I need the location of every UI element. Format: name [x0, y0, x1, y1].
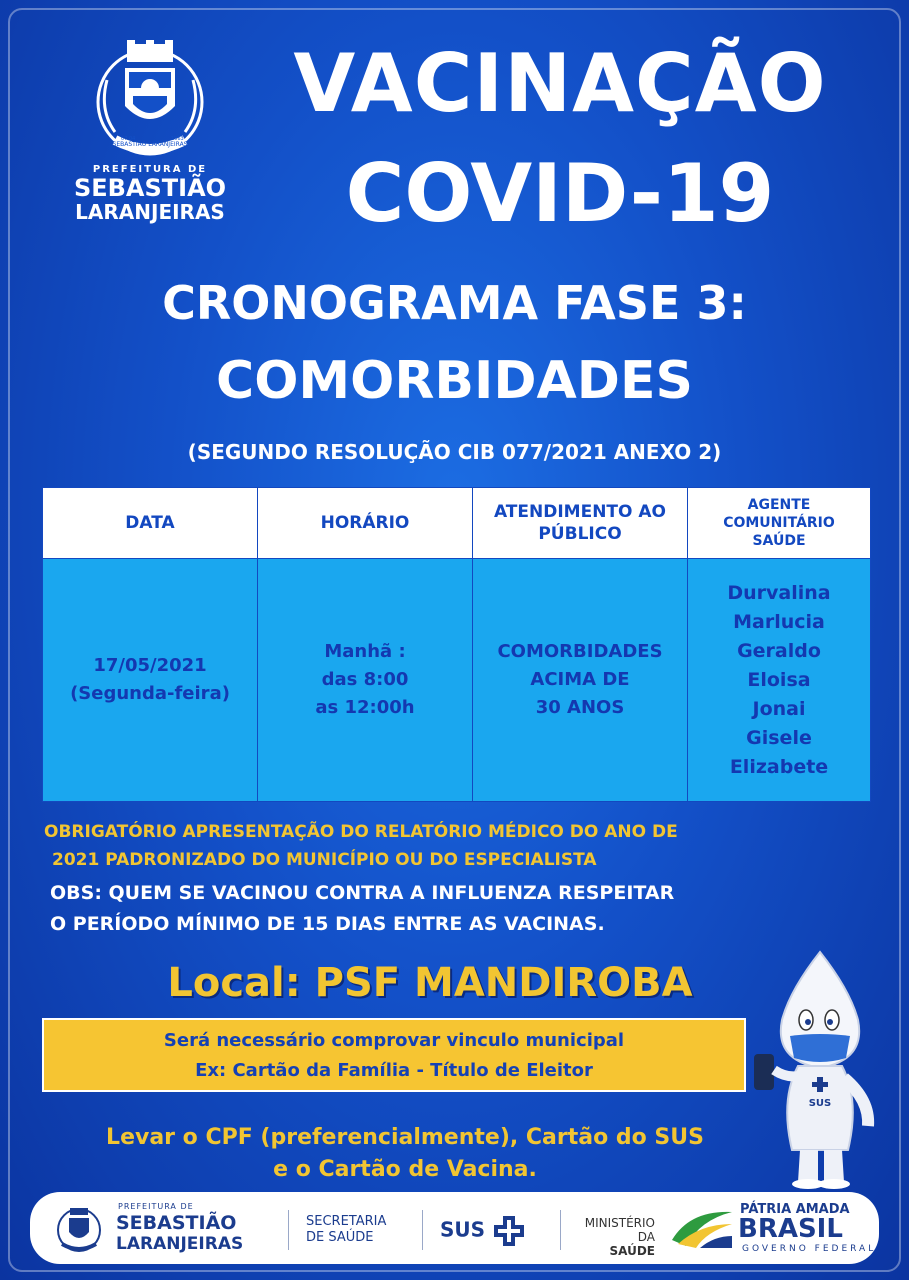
footer-divider	[560, 1210, 561, 1250]
required-line1: OBRIGATÓRIO APRESENTAÇÃO DO RELATÓRIO MÉDICO DO ANO DE	[44, 822, 678, 842]
schedule-table	[42, 487, 871, 802]
footer-prefix: PREFEITURA DE	[118, 1202, 194, 1211]
municipality-logo	[50, 40, 250, 250]
header-public	[473, 488, 688, 559]
date-value: 17/05/2021	[93, 655, 207, 676]
obs-line1: OBS: QUEM SE VACINOU CONTRA A INFLUENZA RESPEITAR	[50, 882, 675, 904]
proof-box	[42, 1018, 746, 1092]
weekday-value: (Segunda-feira)	[70, 683, 230, 704]
sus-cross-icon	[492, 1214, 526, 1248]
logo-city-line2: LARANJEIRAS	[75, 200, 225, 224]
footer-sec-line1: SECRETARIA	[306, 1214, 387, 1229]
public-line1: COMORBIDADES	[497, 641, 663, 662]
header-agent-line1: AGENTE	[747, 497, 811, 513]
seal-text: SEBASTIÃO LARANJEIRAS	[112, 141, 188, 148]
bring-line2: e o Cartão de Vacina.	[273, 1157, 537, 1182]
cell-date	[43, 559, 258, 802]
time-line2: das 8:00	[321, 669, 409, 690]
footer-min-line1: MINISTÉRIO DA	[584, 1216, 655, 1244]
bring-documents	[30, 1122, 780, 1186]
agent-name: Durvalina	[727, 581, 831, 604]
agent-name: Marlucia	[733, 610, 825, 633]
footer-divider	[422, 1210, 423, 1250]
footer-sus-label: SUS	[440, 1217, 486, 1242]
footer-ministerio	[575, 1216, 655, 1258]
title-line1: VACINAÇÃO	[293, 37, 827, 130]
subtitle-resolution: (SEGUNDO RESOLUÇÃO CIB 077/2021 ANEXO 2)	[187, 440, 722, 464]
header-agent-line3: SAÚDE	[752, 533, 806, 549]
proof-line1: Será necessário comprovar vinculo municipal	[163, 1030, 625, 1051]
footer-city-line2: LARANJEIRAS	[116, 1234, 244, 1254]
proof-line2: Ex: Cartão da Família - Título de Eleitor	[195, 1060, 593, 1081]
cell-time	[258, 559, 473, 802]
required-line2: 2021 PADRONIZADO DO MUNICÍPIO OU DO ESPECIALISTA	[52, 850, 597, 870]
footer-sec-line2: DE SAÚDE	[306, 1230, 374, 1245]
header-agent	[688, 488, 871, 559]
vaccine-drop-mascot-icon	[740, 950, 900, 1190]
header-agent-line2: COMUNITÁRIO	[723, 515, 835, 531]
table-row	[43, 559, 871, 802]
seal-date-left: 07.04	[121, 136, 136, 142]
footer-patria: PÁTRIA AMADA	[740, 1202, 850, 1217]
agent-name: Eloisa	[747, 668, 811, 691]
logo-city-line1: SEBASTIÃO	[73, 174, 227, 202]
title-line2: COVID-19	[345, 147, 775, 240]
brazil-flag-icon	[670, 1206, 734, 1250]
bring-line1: Levar o CPF (preferencialmente), Cartão do SUS	[106, 1125, 704, 1150]
header-time: HORÁRIO	[258, 488, 473, 559]
mascot-badge: SUS	[808, 1098, 832, 1109]
footer-divider	[288, 1210, 289, 1250]
seal-date-right: 1963	[171, 136, 184, 142]
obs-line2: O PERÍODO MÍNIMO DE 15 DIAS ENTRE AS VACINAS.	[50, 913, 605, 935]
local-title: Local: PSF MANDIROBA	[167, 960, 693, 1006]
agent-name: Gisele	[746, 726, 812, 749]
agent-name: Jonai	[752, 697, 806, 720]
agent-name: Geraldo	[737, 639, 821, 662]
subtitle-line2: COMORBIDADES	[216, 351, 693, 411]
footer-gov: GOVERNO FEDERAL	[742, 1244, 877, 1254]
footer-brasil: BRASIL	[738, 1214, 843, 1244]
required-note	[44, 818, 874, 874]
footer-min-line2: SAÚDE	[609, 1244, 655, 1258]
footer-city-line1: SEBASTIÃO	[116, 1212, 237, 1234]
time-line1: Manhã :	[324, 641, 406, 662]
cell-agents	[688, 559, 871, 802]
header-date: DATA	[43, 488, 258, 559]
footer-secretaria	[306, 1214, 386, 1246]
table-header-row	[43, 488, 871, 559]
obs-note	[50, 878, 870, 940]
footer-coat-of-arms-icon	[54, 1204, 104, 1254]
coat-of-arms-icon	[85, 40, 215, 160]
public-line3: 30 ANOS	[535, 697, 625, 718]
public-line2: ACIMA DE	[530, 669, 630, 690]
footer-bar	[30, 1192, 879, 1264]
time-line3: as 12:00h	[315, 697, 415, 718]
footer-sus	[440, 1214, 526, 1248]
header-public-label: ATENDIMENTO AO PÚBLICO	[493, 502, 667, 544]
subtitle-line1: CRONOGRAMA FASE 3:	[162, 276, 747, 330]
cell-public	[473, 559, 688, 802]
agent-name: Elizabete	[729, 755, 829, 778]
logo-prefix: PREFEITURA DE	[92, 164, 208, 175]
